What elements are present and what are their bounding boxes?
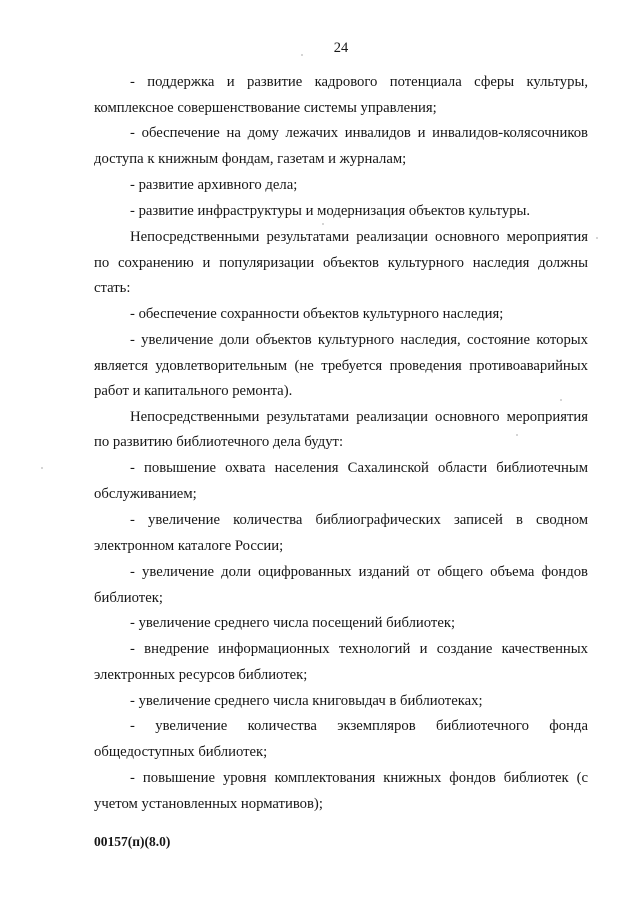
text-line: - увеличение доли оцифрованных изданий от общего объема фондов bbox=[130, 564, 588, 580]
text-line: - обеспечение сохранности объектов культурного наследия; bbox=[130, 306, 504, 322]
scan-speck bbox=[516, 434, 518, 436]
scan-speck bbox=[322, 223, 324, 225]
text-line: является удовлетворительным (не требуется проведения противоаварийных bbox=[94, 358, 588, 374]
document-code: 00157(п)(8.0) bbox=[94, 834, 171, 849]
text-line: электронных ресурсов библиотек; bbox=[94, 667, 308, 683]
text-line: библиотек; bbox=[94, 590, 163, 606]
text-line: Непосредственными результатами реализации основного мероприятия bbox=[130, 409, 588, 425]
text-line: - увеличение среднего числа посещений библиотек; bbox=[130, 615, 456, 631]
text-line: - обеспечение на дому лежачих инвалидов и инвалидов-колясочников bbox=[130, 125, 588, 141]
page-number: 24 bbox=[333, 40, 349, 56]
text-line: обслуживанием; bbox=[94, 486, 197, 502]
scan-speck bbox=[301, 54, 303, 56]
text-line: общедоступных библиотек; bbox=[94, 744, 268, 760]
text-line: - поддержка и развитие кадрового потенциала сферы культуры, bbox=[130, 74, 588, 90]
scan-speck bbox=[596, 237, 598, 239]
text-line: работ и капитального ремонта). bbox=[94, 383, 293, 399]
text-line: - повышение охвата населения Сахалинской области библиотечным bbox=[130, 460, 588, 476]
text-line: электронном каталоге России; bbox=[94, 538, 284, 554]
text-line: - развитие инфраструктуры и модернизация объектов культуры. bbox=[130, 203, 531, 219]
text-line: - увеличение среднего числа книговыдач в библиотеках; bbox=[130, 693, 483, 709]
text-line: стать: bbox=[94, 280, 131, 296]
text-line: - развитие архивного дела; bbox=[130, 177, 298, 193]
text-line: - увеличение количества библиографических записей в сводном bbox=[130, 512, 588, 528]
text-line: по сохранению и популяризации объектов культурного наследия должны bbox=[94, 255, 588, 271]
text-line: комплексное совершенствование системы управления; bbox=[94, 100, 437, 116]
text-line: - повышение уровня комплектования книжных фондов библиотек (с bbox=[130, 770, 588, 786]
text-line: Непосредственными результатами реализации основного мероприятия bbox=[130, 229, 588, 245]
text-line: - увеличение доли объектов культурного наследия, состояние которых bbox=[130, 332, 588, 348]
text-line: доступа к книжным фондам, газетам и журналам; bbox=[94, 151, 407, 167]
scan-speck bbox=[560, 399, 562, 401]
text-line: - внедрение информационных технологий и создание качественных bbox=[130, 641, 588, 657]
text-line: по развитию библиотечного дела будут: bbox=[94, 434, 344, 450]
text-line: учетом установленных нормативов); bbox=[94, 796, 323, 812]
text-line: - увеличение количества экземпляров библиотечного фонда bbox=[130, 718, 588, 734]
scan-speck bbox=[41, 467, 43, 469]
